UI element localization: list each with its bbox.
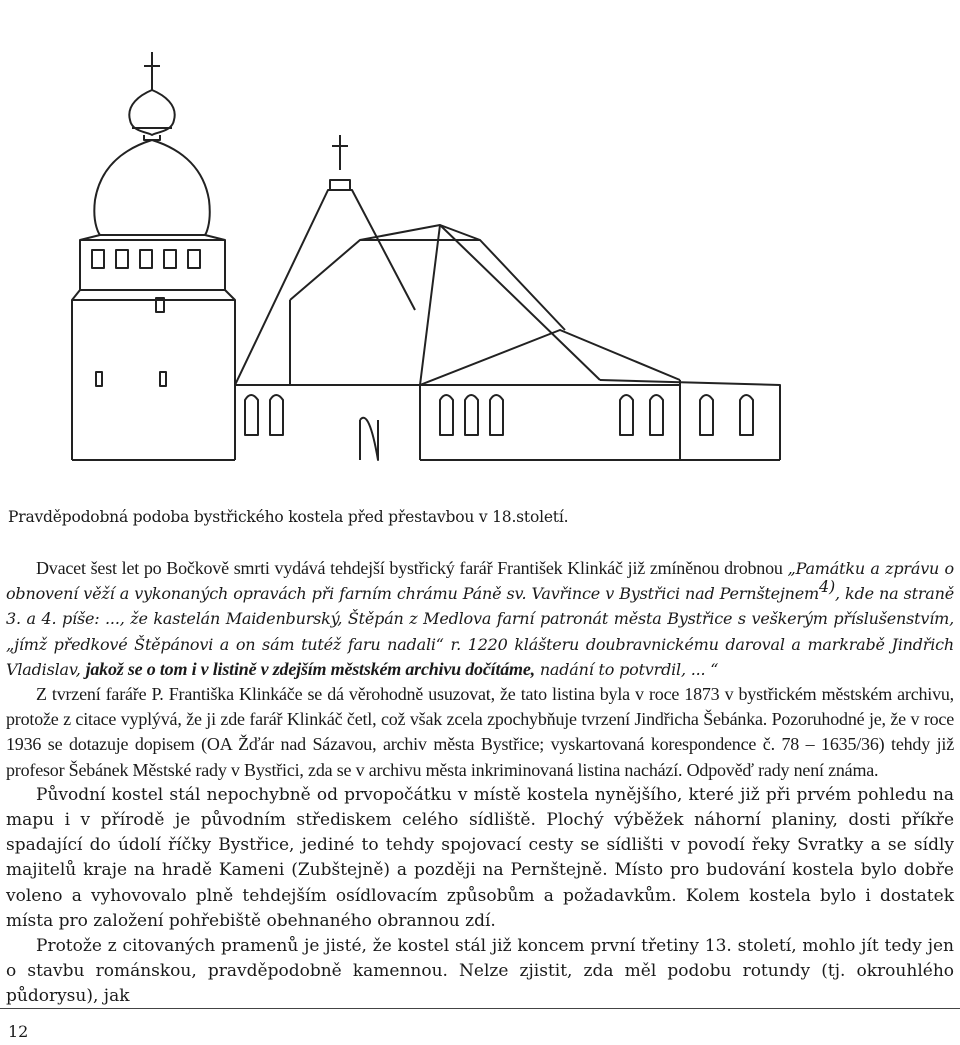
paragraph-4: Protože z citovaných pramenů je jisté, že kostel stál již koncem první třetiny 13. století, mohlo jít tedy jen o stavbu románskou, pravděpodobně kamennou. Nelze zjistit, zda měl podobu rotundy (tj. okrouhlého půdorysu), jak [6, 936, 954, 1007]
paragraph-1-quote: „Památku a zprávu o obnovení věží a vykonaných opravách při farním chrámu Páně sv. Vavřince v Bystřici nad Pernštejnem [6, 559, 954, 604]
paragraph-1-emphasis: jakož se o tom i v listině v zdejším městském archivu dočítáme, [85, 658, 535, 679]
footnote-marker: 4) [818, 577, 835, 597]
figure-caption: Pravděpodobná podoba bystřického kostela před přestavbou v 18.století. [8, 508, 569, 526]
church-drawing [60, 40, 950, 470]
paragraph-1-intro: Dvacet šest let po Bočkově smrti vydává tehdejší bystřický farář František Klinkáč již zmíněnou drobnou [36, 558, 788, 578]
paragraph-2: Z tvrzení faráře P. Františka Klinkáče se dá věrohodně usuzovat, že tato listina byla v roce 1873 v bystřickém městském archivu, protože z citace vyplývá, že ji zde farář Klinkáč četl, což však zcela zpochybňuje tvrzení Jindřicha Šebánka. Pozoruhodné je, že v roce 1936 se dotazuje dopisem (OA Žďár nad Sázavou, archiv města Bystřice; vyskartovaná korespondence č. 78 – 1635/36) tehdy již profesor Šebánek Městské rady v Bystřici, zda se v archivu města inkriminovaná listina nachází. Odpověď rady není známa. [6, 684, 954, 780]
footer-rule [0, 1008, 960, 1009]
paragraph-3: Původní kostel stál nepochybně od prvopočátku v místě kostela nynějšího, které již při prvém pohledu na mapu i v přírodě je původním střediskem celého sídliště. Plochý výběžek náhorní planiny, dosti příkře spadající do údolí říčky Bystřice, jediné to tehdy spojovací cesty se sídlišti v povodí řeky Svratky a se sídly majitelů kraje na hradě Kameni (Zubštejně) a později na Pernštejně. Místo pro budování kostela bylo dobře voleno a vyhovovalo plně tehdejším osídlovacím způsobům a požadavkům. Kolem kostela bylo i dostatek místa pro založení pohřebiště obehnaného obrannou zdí. [6, 784, 954, 931]
main-text [6, 556, 954, 1010]
page-number: 12 [8, 1022, 29, 1041]
paragraph-1 [6, 556, 954, 682]
paragraph-1-quote-end: nadání to potvrdil, ... “ [534, 659, 719, 679]
paragraph-1-quote-cont: , kde na straně 3. a 4. píše: ..., že kastelán Maidenburský, Štěpán z Medlova farní patronát města Bystřice s veškerým příslušenstvím, „jímž předkové Štěpánovi a on sám tutéž faru nadali“ r. 1220 klášteru doubravnickému daroval a markrabě Jindřich Vladislav, [6, 584, 955, 679]
